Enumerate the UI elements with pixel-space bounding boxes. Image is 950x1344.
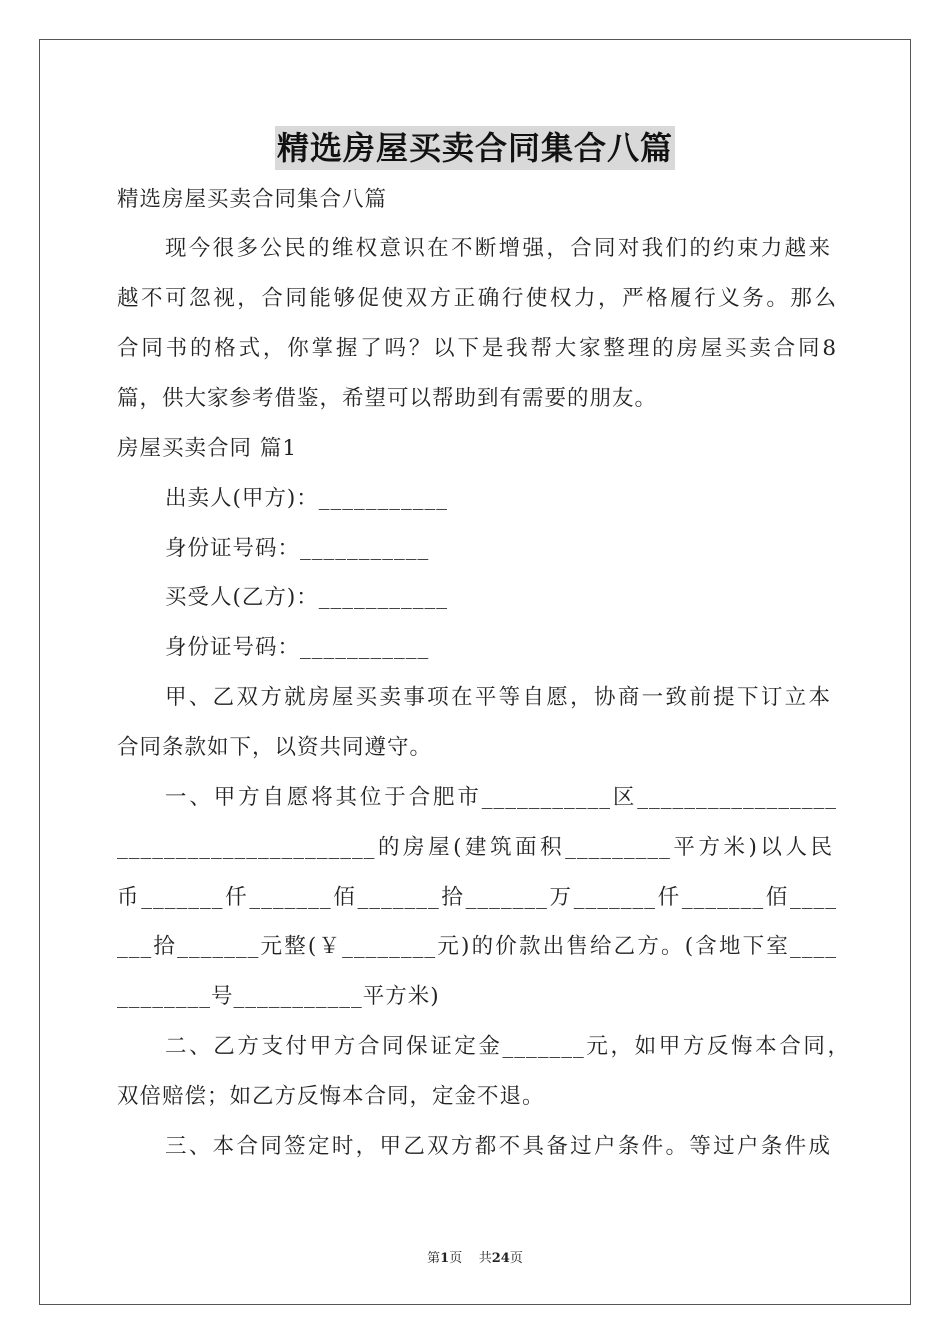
clause-line: 三、本合同签定时，甲乙双方都不具备过户条件。等过户条件成 — [165, 1134, 831, 1159]
document-title: 精选房屋买卖合同集合八篇 — [275, 126, 675, 170]
buyer-id-field: 身份证号码：___________ — [165, 635, 430, 660]
clause-line: ________号___________平方米) — [117, 984, 440, 1009]
seller-id-field: 身份证号码：___________ — [165, 536, 430, 561]
seller-field: 出卖人(甲方)：___________ — [165, 486, 449, 511]
total-prefix: 共 — [478, 1251, 492, 1266]
paragraph-line: 甲、乙双方就房屋买卖事项在平等自愿，协商一致前提下订立本 — [165, 685, 831, 710]
page-prefix: 第 — [427, 1251, 441, 1266]
page-suffix: 页 — [449, 1251, 463, 1266]
section-heading: 房屋买卖合同 篇1 — [117, 436, 298, 461]
paragraph-line: 合同条款如下，以资共同遵守。 — [117, 735, 433, 760]
document-subtitle: 精选房屋买卖合同集合八篇 — [117, 187, 388, 212]
page-border — [39, 39, 911, 1305]
clause-line: 一、甲方自愿将其位于合肥市___________区_________________ — [165, 785, 837, 810]
clause-line: 币_______仟_______佰_______拾_______万_______仟_______佰____ — [117, 885, 837, 910]
paragraph-line: 篇，供大家参考借鉴，希望可以帮助到有需要的朋友。 — [117, 386, 658, 411]
title-block — [0, 126, 950, 170]
buyer-field: 买受人(乙方)：___________ — [165, 585, 449, 610]
clause-line: ______________________的房屋(建筑面积_________平方米)以人民 — [117, 835, 833, 860]
total-pages: 24 — [491, 1251, 510, 1266]
total-suffix: 页 — [509, 1251, 523, 1266]
paragraph-line: 越不可忽视，合同能够促使双方正确行使权力，严格履行义务。那么 — [117, 286, 837, 311]
page-footer — [0, 1247, 950, 1266]
clause-line: ___拾_______元整(￥________元)的价款出售给乙方。(含地下室____ — [117, 934, 837, 959]
clause-line: 二、乙方支付甲方合同保证定金_______元，如甲方反悔本合同， — [165, 1034, 850, 1059]
paragraph-line: 现今很多公民的维权意识在不断增强，合同对我们的约束力越来 — [165, 236, 831, 261]
page-number: 1 — [440, 1251, 450, 1266]
clause-line: 双倍赔偿；如乙方反悔本合同，定金不退。 — [117, 1084, 545, 1109]
paragraph-line: 合同书的格式，你掌握了吗？以下是我帮大家整理的房屋买卖合同8 — [117, 336, 837, 361]
